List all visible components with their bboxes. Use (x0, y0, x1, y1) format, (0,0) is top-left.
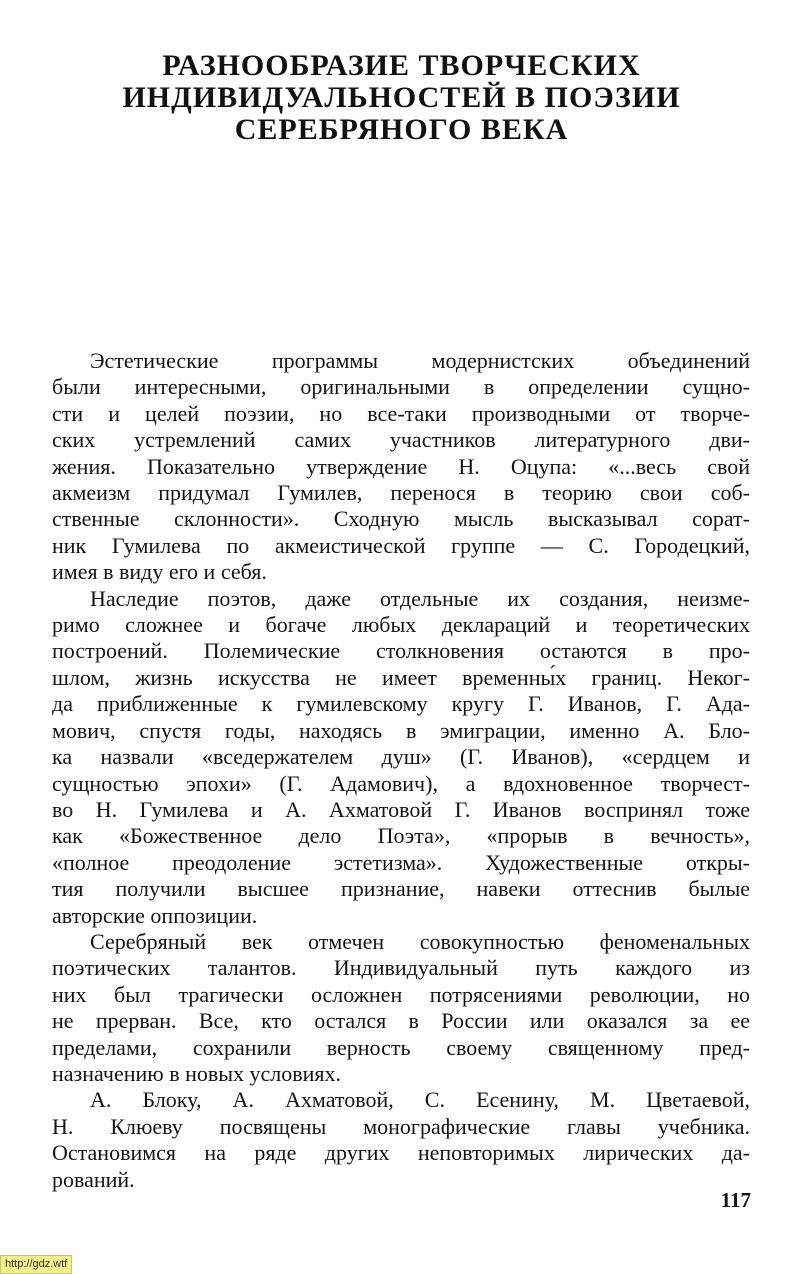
text-line: тия получили высшее признание, навеки оттеснив былые (52, 876, 750, 902)
page-title (60, 50, 743, 146)
paragraph-1 (52, 348, 750, 586)
text-line: мович, спустя годы, находясь в эмиграции, именно А. Бло- (52, 717, 750, 743)
text-line: акмеизм придумал Гумилев, перенося в теорию свои соб- (52, 480, 750, 506)
text-line: поэтических талантов. Индивидуальный путь каждого из (52, 955, 750, 981)
paragraph-3 (52, 929, 750, 1087)
paragraph-2 (52, 586, 750, 929)
text-line: Серебряный век отмечен совокупностью феноменальных (90, 928, 750, 954)
page-number: 117 (720, 1188, 751, 1212)
title-line: РАЗНООБРАЗИЕ ТВОРЧЕСКИХ (162, 49, 641, 82)
text-line: них был трагически осложнен потрясениями революции, но (52, 981, 750, 1007)
text-line: авторские оппозиции. (52, 902, 258, 928)
text-line: Наследие поэтов, даже отдельные их создания, неизме- (90, 585, 750, 611)
text-line: не прерван. Все, кто остался в России или оказался за ее (52, 1008, 750, 1034)
watermark-link[interactable]: http://gdz.wtf (0, 1255, 72, 1274)
text-line: сти и целей поэзии, но все-таки производными от творче- (52, 400, 750, 426)
text-line: были интересными, оригинальными в определении сущно- (52, 374, 750, 400)
text-line: ник Гумилева по акмеистической группе — С. Городецкий, (52, 532, 750, 558)
text-line: Остановимся на ряде других неповторимых лирических да- (52, 1140, 750, 1166)
text-line: шлом, жизнь искусства не имеет временны́х границ. Неког- (52, 664, 750, 690)
text-line: назначению в новых условиях. (52, 1060, 342, 1086)
text-line: имея в виду его и себя. (52, 559, 267, 585)
text-line: Н. Клюеву посвящены монографические главы учебника. (52, 1113, 750, 1139)
text-line: римо сложнее и богаче любых деклараций и теоретических (52, 612, 750, 638)
text-line: ственные склонности». Сходную мысль высказывал сорат- (52, 506, 750, 532)
text-line: как «Божественное дело Поэта», «прорыв в вечность», (52, 823, 750, 849)
title-line: СЕРЕБРЯНОГО ВЕКА (234, 113, 569, 146)
text-line: пределами, сохранили верность своему священному пред- (52, 1034, 750, 1060)
text-line: построений. Полемические столкновения остаются в про- (52, 638, 750, 664)
title-line: ИНДИВИДУАЛЬНОСТЕЙ В ПОЭЗИИ (122, 81, 681, 114)
text-line: ка назвали «вседержателем душ» (Г. Иванов), «сердцем и (52, 744, 750, 770)
text-line: рований. (52, 1166, 135, 1192)
text-line: ских устремлений самих участников литературного дви- (52, 427, 750, 453)
text-line: «полное преодоление эстетизма». Художественные откры- (52, 849, 750, 875)
text-line: А. Блоку, А. Ахматовой, С. Есенину, М. Цветаевой, (90, 1087, 750, 1113)
text-line: жения. Показательно утверждение Н. Оцупа: «...весь свой (52, 453, 750, 479)
text-line: Эстетические программы модернистских объединений (90, 348, 750, 373)
body-text (52, 348, 750, 1193)
text-line: во Н. Гумилева и А. Ахматовой Г. Иванов воспринял тоже (52, 796, 750, 822)
text-line: сущностью эпохи» (Г. Адамович), а вдохновенное творчест- (52, 770, 750, 796)
text-line: да приближенные к гумилевскому кругу Г. Иванов, Г. Ада- (52, 691, 750, 717)
paragraph-4 (52, 1087, 750, 1193)
